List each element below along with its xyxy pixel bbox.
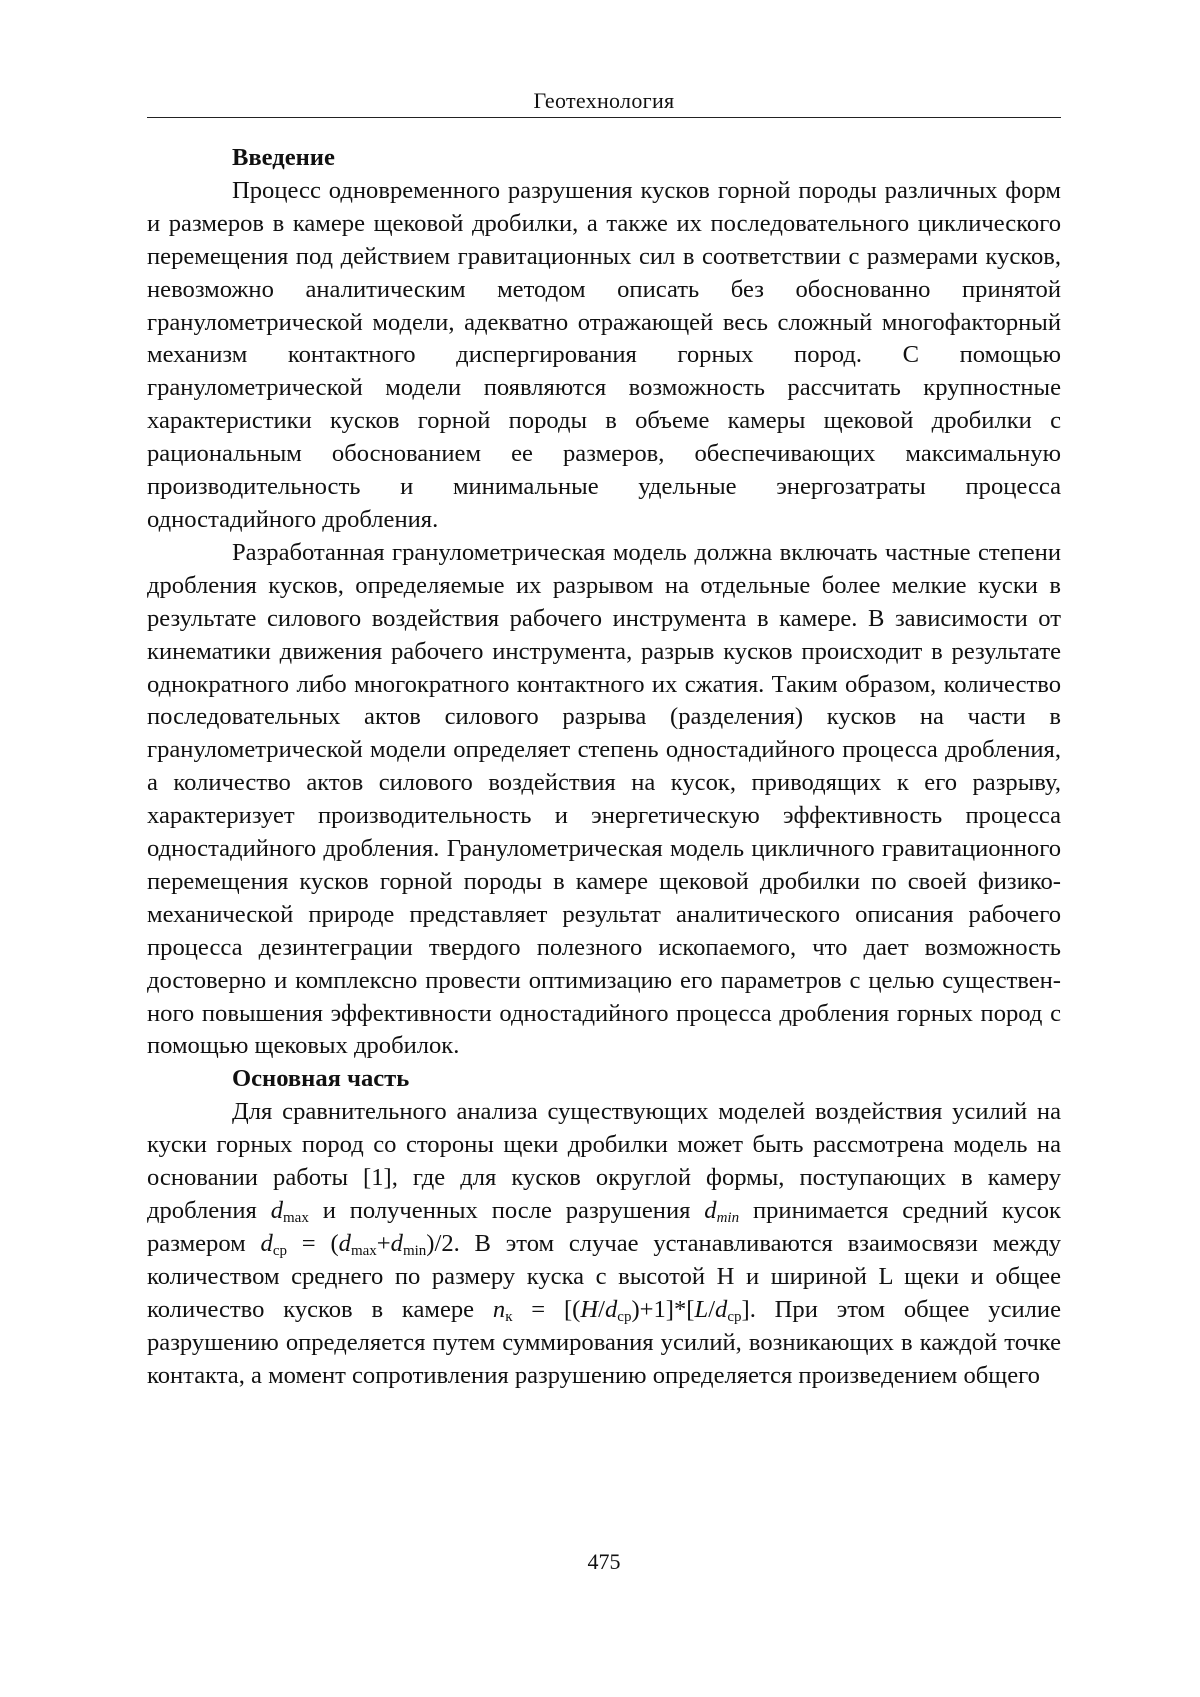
header-rule — [147, 117, 1061, 118]
subscript: ср — [617, 1308, 632, 1325]
page-number: 475 — [587, 1549, 621, 1574]
text-run: / — [598, 1295, 605, 1323]
page-body — [147, 142, 1061, 1392]
var-d-min: d — [390, 1229, 403, 1257]
var-d-avg: d — [604, 1295, 618, 1323]
var-n-k: n — [492, 1295, 506, 1323]
text-run: )+1]*[ — [631, 1295, 695, 1323]
text-run: = ( — [287, 1229, 339, 1257]
paragraph-main-1 — [147, 1096, 1061, 1392]
section-heading-introduction: Введение — [232, 144, 335, 171]
text-run: Для сравнительного анализа существующих моделей воздействия усилий на куски горных пород со стороны щеки дробилки может быть рассмотрена модель на основании работы [1], где для кусков округлой формы, поступающих в камеру дробления — [147, 1098, 1061, 1224]
running-header: Геотехнология — [533, 88, 675, 113]
text-run: и полученных после разрушения — [308, 1197, 705, 1224]
section-heading-main: Основная часть — [232, 1065, 410, 1093]
text-run: принимается средний кусок размером — [147, 1197, 1061, 1257]
var-d-max: d — [338, 1229, 351, 1257]
subscript: max — [283, 1210, 309, 1226]
var-l: L — [694, 1295, 709, 1323]
text-run: )/2. В этом случае устанавливаются взаимосвязи между количеством среднего по размеру куска с высотой H и шириной L щеки и общее количество кусков в камере — [147, 1229, 1061, 1323]
paragraph-intro-1: Процесс одновременного разрушения кусков горной породы различных форм и размеров в камере щековой дробилки, а также их последовательного циклического перемещения под действием гравитационных сил в соответствии с размерами кусков, невозможно аналитическим методом описать без обоснованно принятой гранулометрической модели, адекватно отражающей весь сложный многофакторный механизм контактного диспергирования горных пород. С помощью гранулометрической модели появляются возможность рассчитать крупностные характеристики кусков горной породы в объеме камеры щековой дробилки с рациональным обоснованием ее размеров, обеспечивающих максимальную производительность и минимальные удельные энергозатраты процесса одностадийного дробления. — [147, 176, 1061, 533]
var-d-avg: d — [715, 1295, 728, 1323]
subscript: min — [402, 1242, 427, 1259]
var-d-max: d — [270, 1197, 283, 1224]
text-run: = [( — [512, 1295, 581, 1323]
var-d-min: $d_{min}$ — [704, 1197, 740, 1226]
text-run: ]. При этом общее усилие разрушению определяется путем суммирования усилий, возникающих в каждой точке контакта, а момент сопротивления разрушению определяется произведением общего — [147, 1295, 1061, 1389]
subscript: max — [350, 1242, 377, 1259]
var-h: H — [580, 1295, 599, 1323]
subscript: ср — [272, 1242, 288, 1259]
text-run: + — [376, 1229, 391, 1257]
paragraph-intro-2: Разработанная гранулометрическая модель должна включать частные степени дробления кусков, определяемые их разрывом на отдельные более мелкие куски в результате силового воздействия рабочего инструмента в камере. В зависимости от кинематики движения рабочего инструмента, разрыв кусков происходит в результате однократного либо многократного контактного их сжатия. Таким образом, количество последовательных актов силового разрыва (разделения) кусков на части в гранулометрической модели определяет степень одностадийного процесса дробления, а количество актов силового воздействия на кусок, приводящих к его разрыву, характеризует производительность и энергетическую эффективность процесса одностадийного дробления. Гранулометрическая модель цикличного гравитационного перемещения кусков горной породы в камере щековой дробилки по своей физико-механической природе представляет результат аналитического описания рабочего процесса дезинтеграции твердого полезного ископаемого, что дает возможность достоверно и комплексно провести оптимизацию его параметров с целью существенного повышения эффективности одностадийного процесса дробления горных пород с помощью щековых дробилок. — [147, 538, 1061, 1060]
text-run: / — [708, 1295, 716, 1323]
subscript: к — [505, 1308, 513, 1325]
var-d-avg: d — [260, 1229, 273, 1257]
subscript: ср — [727, 1308, 742, 1325]
